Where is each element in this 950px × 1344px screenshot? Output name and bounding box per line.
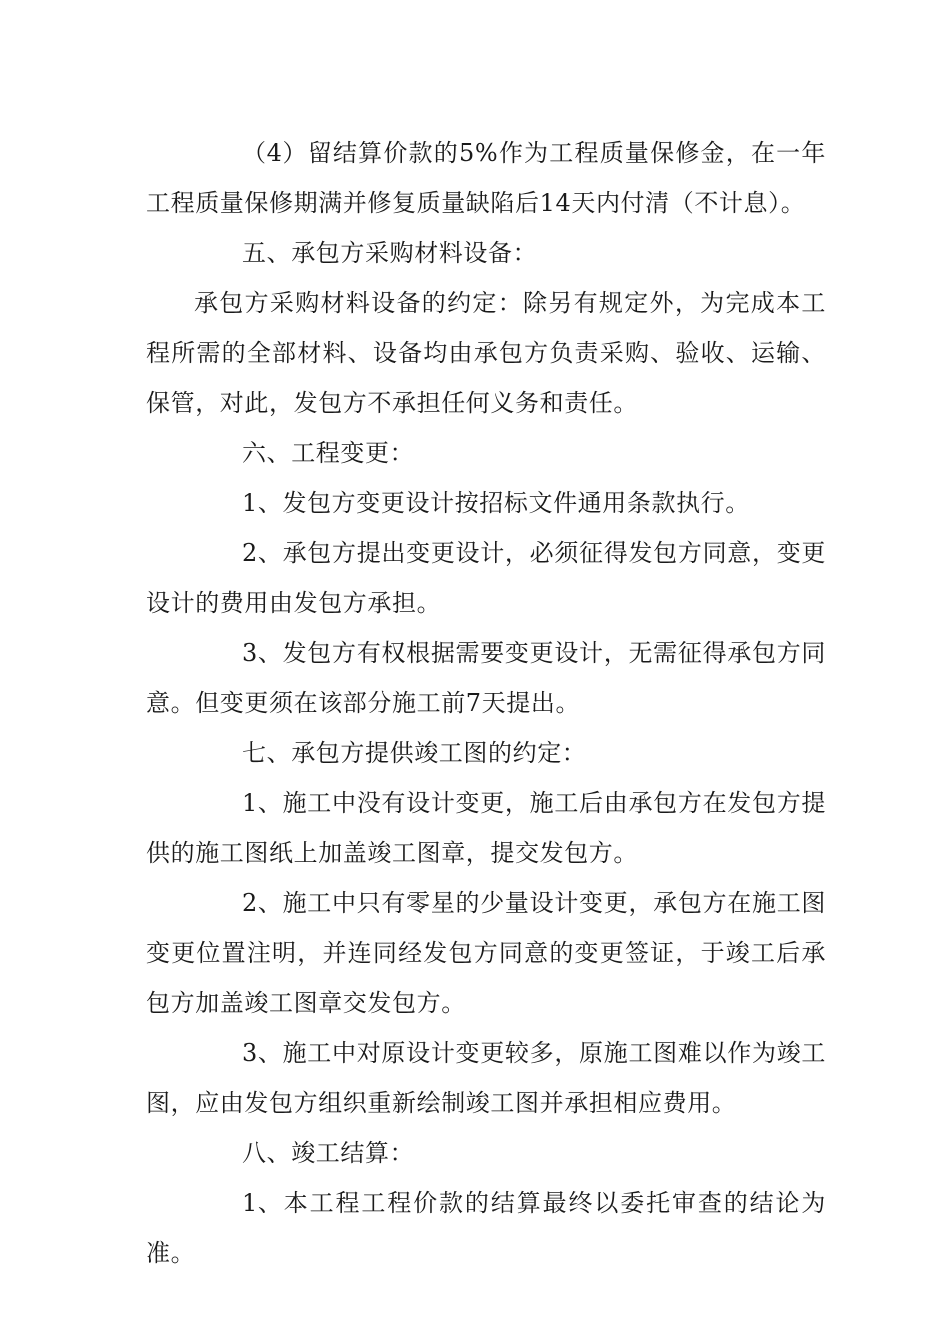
document-body bbox=[146, 128, 826, 1278]
list-item bbox=[146, 1028, 826, 1128]
section-number: 六、 bbox=[242, 439, 292, 467]
section-number: 八、 bbox=[242, 1139, 292, 1167]
list-item-text: 发包方变更设计按招标文件通用条款执行。 bbox=[282, 489, 750, 517]
list-item-text: 发包方有权根据需要变更设计，无需征得承包方同意。但变更须在该部分施工前7天提出。 bbox=[146, 639, 826, 717]
list-item-number: 1、 bbox=[242, 1189, 283, 1217]
paragraph-marker: （4） bbox=[242, 139, 308, 167]
section-number: 五、 bbox=[242, 239, 292, 267]
list-item-text: 承包方提出变更设计，必须征得发包方同意，变更设计的费用由发包方承担。 bbox=[146, 539, 826, 617]
list-item-number: 2、 bbox=[242, 889, 283, 917]
list-item bbox=[146, 778, 826, 878]
section-heading-8 bbox=[146, 1128, 826, 1178]
list-item-number: 2、 bbox=[242, 539, 283, 567]
section-heading-7 bbox=[146, 728, 826, 778]
list-item-text: 施工中只有零星的少量设计变更，承包方在施工图变更位置注明，并连同经发包方同意的变更签证，于竣工后承包方加盖竣工图章交发包方。 bbox=[146, 889, 826, 1017]
section-title: 竣工结算： bbox=[291, 1139, 415, 1167]
section-heading-6 bbox=[146, 428, 826, 478]
list-item-number: 1、 bbox=[242, 789, 283, 817]
section-title: 工程变更： bbox=[291, 439, 415, 467]
list-item bbox=[146, 628, 826, 728]
section-number: 七、 bbox=[242, 739, 292, 767]
list-item bbox=[146, 528, 826, 628]
section-title: 承包方提供竣工图的约定： bbox=[291, 739, 587, 767]
list-item bbox=[146, 1178, 826, 1278]
list-item bbox=[146, 878, 826, 1028]
paragraph-text: 留结算价款的5%作为工程质量保修金，在一年工程质量保修期满并修复质量缺陷后14天内付清（不计息）。 bbox=[146, 139, 826, 217]
paragraph-procurement bbox=[146, 278, 826, 428]
list-item-text: 施工中对原设计变更较多，原施工图难以作为竣工图，应由发包方组织重新绘制竣工图并承担相应费用。 bbox=[146, 1039, 826, 1117]
list-item-text: 施工中没有设计变更，施工后由承包方在发包方提供的施工图纸上加盖竣工图章，提交发包方。 bbox=[146, 789, 826, 867]
list-item-number: 3、 bbox=[242, 639, 283, 667]
section-title: 承包方采购材料设备： bbox=[291, 239, 538, 267]
section-heading-5 bbox=[146, 228, 826, 278]
list-item-number: 1、 bbox=[242, 489, 283, 517]
paragraph-retention-money bbox=[146, 128, 826, 228]
list-item bbox=[146, 478, 826, 528]
list-item-text: 本工程工程价款的结算最终以委托审查的结论为准。 bbox=[146, 1189, 826, 1267]
paragraph-text: 承包方采购材料设备的约定：除另有规定外，为完成本工程所需的全部材料、设备均由承包方负责采购、验收、运输、保管，对此，发包方不承担任何义务和责任。 bbox=[146, 289, 826, 417]
list-item-number: 3、 bbox=[242, 1039, 283, 1067]
